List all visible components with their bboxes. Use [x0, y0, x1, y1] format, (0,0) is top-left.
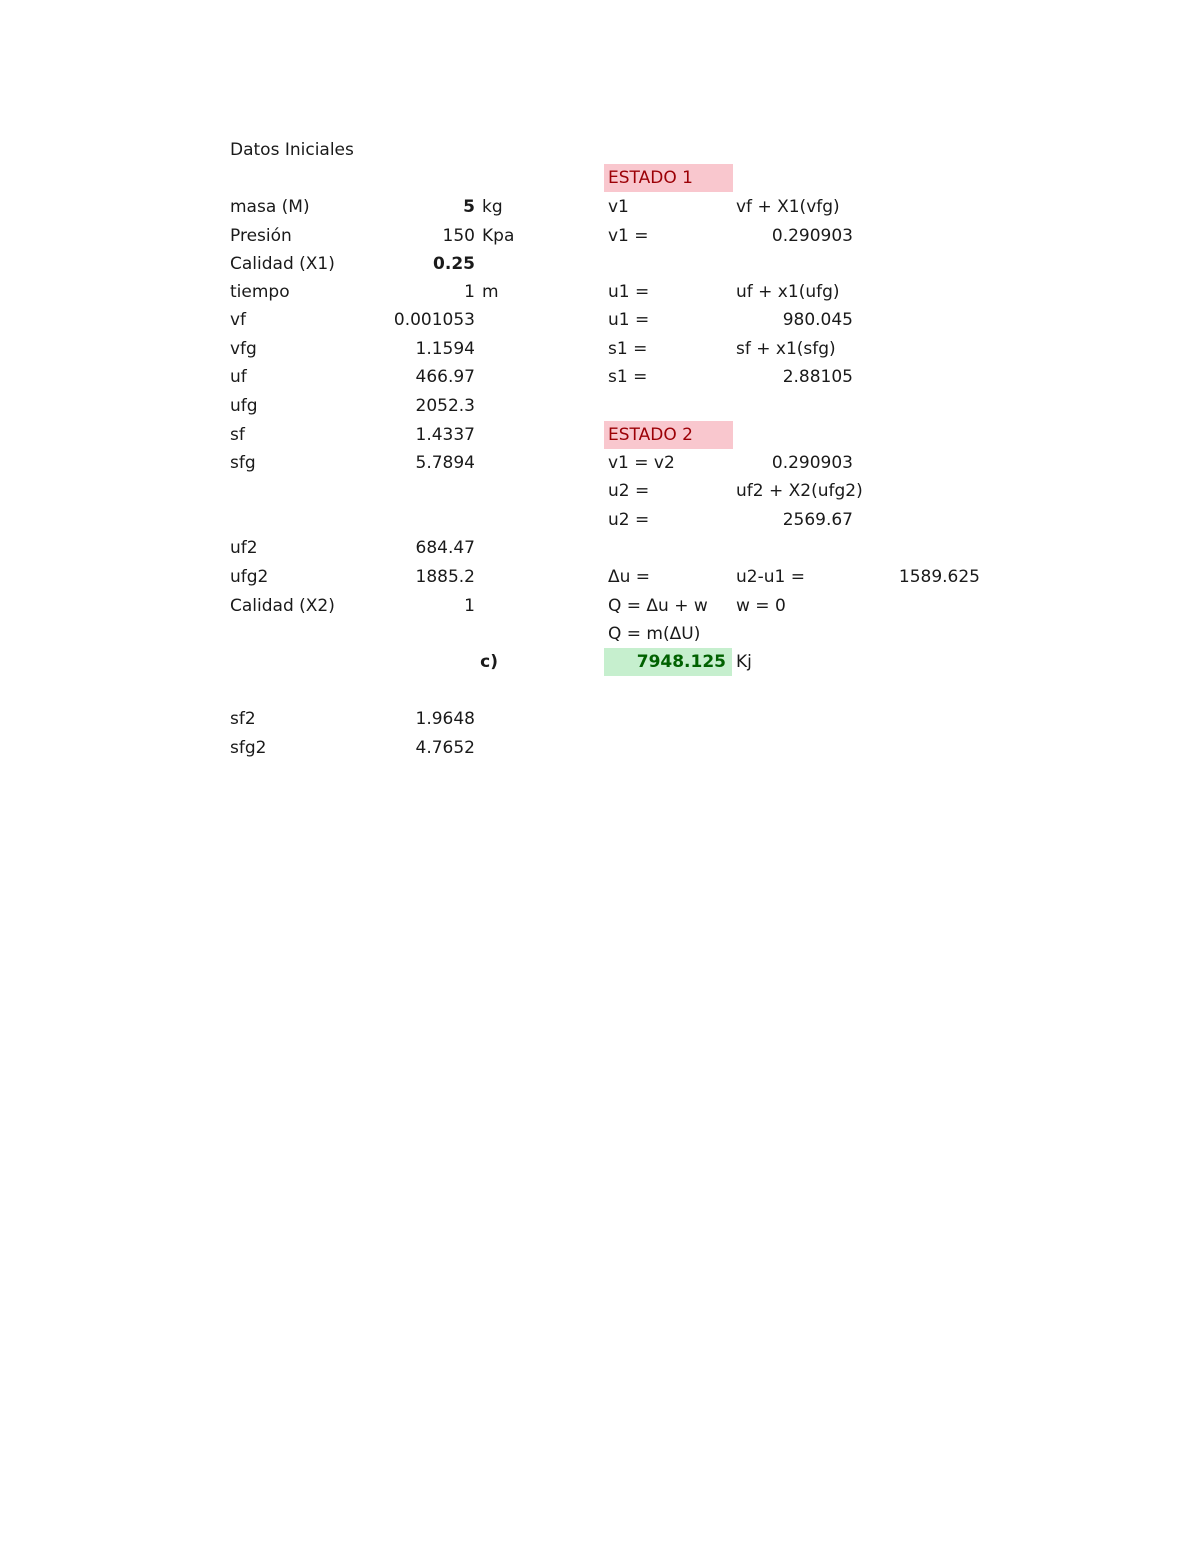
- value-presion: 150: [442, 226, 475, 246]
- label-masa: masa (M): [230, 197, 310, 217]
- estado1-label-v1-eq: v1 =: [608, 226, 649, 246]
- estado2-value-u2: 2569.67: [782, 510, 853, 530]
- value-ufg: 2052.3: [415, 396, 475, 416]
- label-sfg2: sfg2: [230, 738, 267, 758]
- value-sf2: 1.9648: [415, 709, 475, 729]
- value-calidad-x2: 1: [464, 596, 475, 616]
- estado1-expr-s1: sf + x1(sfg): [736, 339, 836, 359]
- value-vf: 0.001053: [393, 310, 475, 330]
- value-ufg2: 1885.2: [415, 567, 475, 587]
- estado2-label-u2: u2 =: [608, 481, 650, 501]
- value-uf: 466.97: [415, 367, 475, 387]
- value-sf: 1.4337: [415, 425, 475, 445]
- label-sf: sf: [230, 425, 245, 445]
- estado-2-header: ESTADO 2: [604, 421, 733, 449]
- value-sfg: 5.7894: [415, 453, 475, 473]
- value-tiempo: 1: [464, 282, 475, 302]
- estado1-label-s1-eq: s1 =: [608, 367, 648, 387]
- delta-u-expr: u2-u1 =: [736, 567, 805, 587]
- estado2-label-v1v2: v1 = v2: [608, 453, 675, 473]
- value-masa: 5: [463, 197, 475, 217]
- q-result-unit: Kj: [736, 652, 752, 672]
- label-vf: vf: [230, 310, 247, 330]
- label-sfg: sfg: [230, 453, 256, 473]
- label-vfg: vfg: [230, 339, 257, 359]
- label-ufg2: ufg2: [230, 567, 269, 587]
- q-result-value: 7948.125: [604, 648, 732, 676]
- unit-tiempo: m: [482, 282, 499, 302]
- label-tiempo: tiempo: [230, 282, 290, 302]
- q-mass-equation: Q = m(ΔU): [608, 624, 701, 644]
- label-ufg: ufg: [230, 396, 258, 416]
- label-uf: uf: [230, 367, 247, 387]
- q-equation-label: Q = Δu + w: [608, 596, 708, 616]
- estado1-expr-u1: uf + x1(ufg): [736, 282, 840, 302]
- estado2-value-v2: 0.290903: [771, 453, 853, 473]
- estado1-value-s1: 2.88105: [782, 367, 853, 387]
- estado1-value-u1: 980.045: [782, 310, 853, 330]
- value-sfg2: 4.7652: [415, 738, 475, 758]
- page-title: Datos Iniciales: [230, 140, 354, 160]
- value-vfg: 1.1594: [415, 339, 475, 359]
- label-calidad-x1: Calidad (X1): [230, 254, 335, 274]
- label-sf2: sf2: [230, 709, 256, 729]
- estado2-label-u2-eq: u2 =: [608, 510, 650, 530]
- estado2-expr-u2: uf2 + X2(ufg2): [736, 481, 863, 501]
- unit-masa: kg: [482, 197, 503, 217]
- label-uf2: uf2: [230, 538, 258, 558]
- estado1-expr-v1: vf + X1(vfg): [736, 197, 840, 217]
- estado-1-header: ESTADO 1: [604, 164, 733, 192]
- estado1-label-u1: u1 =: [608, 282, 650, 302]
- estado1-label-s1: s1 =: [608, 339, 648, 359]
- delta-u-label: Δu =: [608, 567, 651, 587]
- unit-presion: Kpa: [482, 226, 515, 246]
- label-calidad-x2: Calidad (X2): [230, 596, 335, 616]
- delta-u-value: 1589.625: [898, 567, 980, 587]
- w-equation: w = 0: [736, 596, 786, 616]
- label-presion: Presión: [230, 226, 292, 246]
- value-calidad-x1: 0.25: [433, 254, 475, 274]
- estado1-label-u1-eq: u1 =: [608, 310, 650, 330]
- estado1-label-v1: v1: [608, 197, 629, 217]
- value-uf2: 684.47: [415, 538, 475, 558]
- estado1-value-v1: 0.290903: [771, 226, 853, 246]
- part-c-label: c): [480, 652, 498, 672]
